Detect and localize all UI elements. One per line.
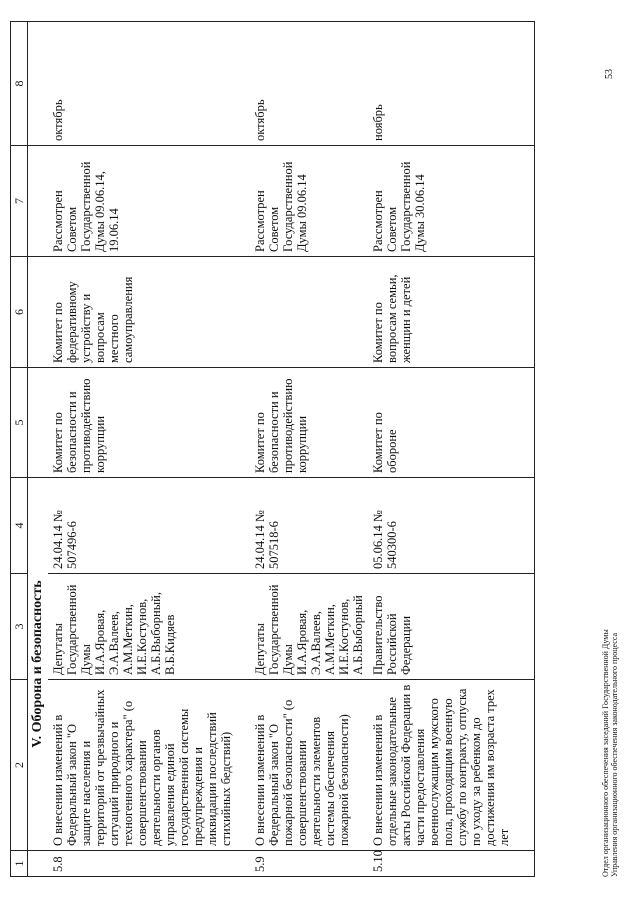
- footer-line-1: Отдел организационного обеспечения заседаний Государственной Думы: [601, 629, 610, 877]
- co-committee: Комитет по федеративному устройству и вопросам местного самоуправления: [48, 257, 250, 368]
- column-number: 1: [11, 851, 28, 877]
- column-number: 3: [11, 574, 28, 680]
- row-number: 5.9: [250, 851, 368, 877]
- page-number: 53: [604, 69, 615, 79]
- planned-month: октябрь: [250, 22, 368, 146]
- column-number-row: [11, 22, 28, 877]
- responsible-committee: Комитет по безопасности и противодействию коррупции: [48, 368, 250, 478]
- agenda-table: [10, 21, 535, 877]
- row-number: 5.10: [368, 851, 535, 877]
- bill-title: О внесении изменений в Федеральный закон "О пожарной безопасности" (о совершенствовании деятельности элементов системы обеспечения пожарной безопасности): [250, 680, 368, 851]
- bill-registration: 24.04.14 № 507518-6: [250, 478, 368, 574]
- responsible-committee: Комитет по безопасности и противодействию коррупции: [250, 368, 368, 478]
- bill-status: Рассмотрен Советом Государственной Думы 09.06.14, 19.06.14: [48, 146, 250, 257]
- section-title: V. Оборона и безопасность: [28, 478, 49, 851]
- bill-initiator: Депутаты Государственной Думы И.А.Яровая, Э.А.Валеев, А.М.Меткин, И.Е.Костунов, А.Б.Выборный: [250, 574, 368, 680]
- bill-status: Рассмотрен Советом Государственной Думы 30.06.14: [368, 146, 535, 257]
- planned-month: октябрь: [48, 22, 250, 146]
- column-number: 8: [11, 22, 28, 146]
- column-number: 2: [11, 680, 28, 851]
- footer-note: [601, 629, 619, 877]
- column-number: 7: [11, 146, 28, 257]
- table-row: [48, 22, 250, 877]
- column-number: 6: [11, 257, 28, 368]
- bill-registration: 24.04.14 № 507496-6: [48, 478, 250, 574]
- bill-title: О внесении изменений в отдельные законодательные акты Российской Федерации в части предоставления военнослужащим мужского пола, проходящим военную службу по контракту, отпуска по уходу за ребенком до достижения им возраста трех лет: [368, 680, 535, 851]
- bill-status: Рассмотрен Советом Государственной Думы 09.06.14: [250, 146, 368, 257]
- table-row: [368, 22, 535, 877]
- planned-month: ноябрь: [368, 22, 535, 146]
- bill-title: О внесении изменений в Федеральный закон "О защите населения и территорий от чрезвычайных ситуаций природного и техногенного характера" (о совершенствовании деятельности органов управления единой государственной системы предупреждения и ликвидации последствий стихийных бедствий): [48, 680, 250, 851]
- section-row: [28, 22, 49, 877]
- footer-line-2: Управления организационного обеспечения законодательного процесса: [610, 632, 619, 877]
- column-number: 5: [11, 368, 28, 478]
- bill-initiator: Правительство Российской Федерации: [368, 574, 535, 680]
- row-number: 5.8: [48, 851, 250, 877]
- responsible-committee: Комитет по обороне: [368, 368, 535, 478]
- co-committee: [250, 257, 368, 368]
- table-row: [250, 22, 368, 877]
- co-committee: Комитет по вопросам семьи, женщин и детей: [368, 257, 535, 368]
- column-number: 4: [11, 478, 28, 574]
- bill-initiator: Депутаты Государственной Думы И.А.Яровая, Э.А.Валеев, А.М.Меткин, И.Е.Костунов, А.Б.Выборный, В.Б.Кидяев: [48, 574, 250, 680]
- bill-registration: 05.06.14 № 540300-6: [368, 478, 535, 574]
